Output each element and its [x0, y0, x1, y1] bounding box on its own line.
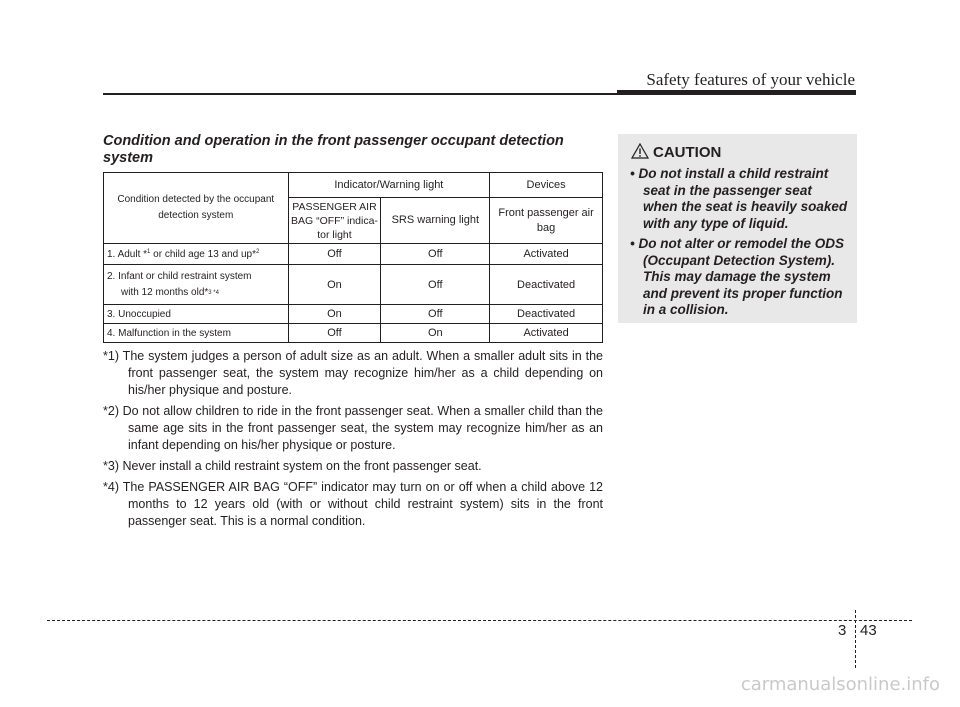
table-row — [104, 244, 603, 265]
devices-group-header: Devices — [490, 173, 603, 198]
caution-item: • Do not install a child restraint seat in the passenger seat when the seat is heavily soaked with any type of liquid. — [630, 166, 848, 231]
row-condition: 4. Malfunction in the system — [104, 324, 289, 343]
footer-rule — [47, 620, 912, 621]
header-section-title: Safety features of your vehicle — [646, 70, 855, 89]
footnote: *1) The system judges a person of adult size as an adult. When a smaller adult sits in the front passenger seat, the system may recognize him/her as a child depending on his/her physique and posture. — [103, 349, 603, 397]
row-condition: 2. Infant or child restraint system with 12 months old*$^{3 *4}$ — [104, 265, 289, 305]
footnote: *3) Never install a child restraint system on the front passenger seat. — [103, 459, 482, 473]
footnote: *4) The PASSENGER AIR BAG “OFF” indicator may turn on or off when a child above 12 months to 12 years old (with or without child restraint system) sits in the front passenger seat. This is a normal condition. — [103, 480, 603, 528]
caution-heading: CAUTION — [631, 143, 721, 161]
col-srs-warning: SRS warning light — [381, 198, 490, 244]
table-row — [104, 324, 603, 343]
row-indicator: Off — [288, 324, 381, 343]
page-chapter: 3 — [838, 622, 847, 639]
row-srs: Off — [381, 305, 490, 324]
row-device: Activated — [490, 324, 603, 343]
row-srs: On — [381, 324, 490, 343]
col-passenger-airbag-off: PASSENGER AIR BAG “OFF” indica-tor light — [288, 198, 381, 244]
row-srs: Off — [381, 265, 490, 305]
row-condition: 3. Unoccupied — [104, 305, 289, 324]
row-indicator: Off — [288, 244, 381, 265]
footnotes — [103, 348, 603, 534]
condition-header: Condition detected by the occupant detection system — [104, 173, 289, 244]
row-device: Activated — [490, 244, 603, 265]
row-indicator: On — [288, 305, 381, 324]
table-row — [104, 305, 603, 324]
table-row — [104, 265, 603, 305]
caution-box — [618, 134, 857, 323]
row-device: Deactivated — [490, 265, 603, 305]
page-number: 43 — [860, 622, 877, 639]
row-condition: 1. Adult *$^1$ or child age 13 and up*$^2$ — [104, 244, 289, 265]
footer-divider — [855, 610, 856, 668]
row-device: Deactivated — [490, 305, 603, 324]
col-front-passenger-airbag: Front passenger air bag — [490, 198, 603, 244]
caution-list — [630, 166, 850, 323]
caution-item: • Do not alter or remodel the ODS (Occupant Detection System). This may damage the system and prevent its proper function in a collision. — [630, 236, 845, 317]
footnote: *2) Do not allow children to ride in the front passenger seat. When a smaller child than the same age sits in the front passenger seat, the system may recognize him/her as an infant depending on his/her physique or posture. — [103, 404, 603, 452]
header-bar — [617, 90, 856, 95]
indicator-group-header: Indicator/Warning light — [288, 173, 490, 198]
row-srs: Off — [381, 244, 490, 265]
section-title: Condition and operation in the front passenger occupant detection system — [103, 133, 564, 166]
warning-triangle-icon — [631, 143, 649, 159]
watermark: carmanualsonline.info — [740, 674, 940, 695]
ods-condition-table — [103, 172, 603, 343]
row-indicator: On — [288, 265, 381, 305]
